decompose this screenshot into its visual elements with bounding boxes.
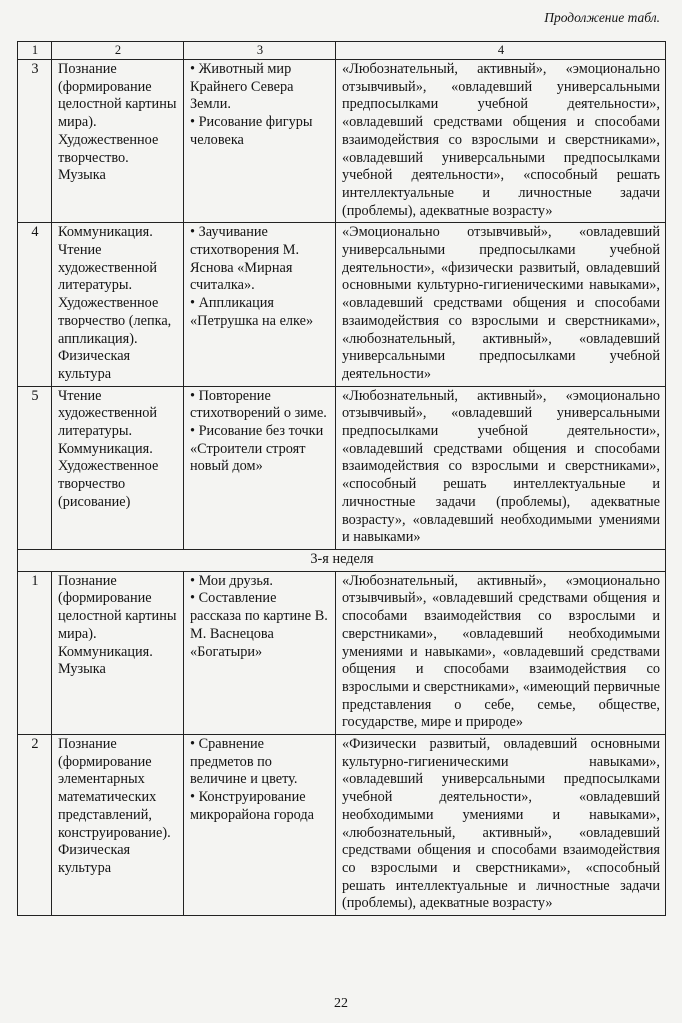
- activities: [184, 386, 336, 549]
- educational-areas: Познание (формирование элементарных математических представлений, конструирование). Физическая культура: [52, 735, 184, 916]
- row-number: 3: [18, 60, 52, 223]
- educational-areas: Коммуникация. Чтение художественной литературы. Художественное творчество (лепка, аппликация). Физическая культура: [52, 223, 184, 386]
- table-row: [18, 571, 666, 734]
- week-heading: 3-я неделя: [18, 549, 666, 571]
- plan-table: [17, 41, 666, 916]
- row-number: 2: [18, 735, 52, 916]
- educational-areas: Чтение художественной литературы. Коммуникация. Художественное творчество (рисование): [52, 386, 184, 549]
- page-number: 22: [334, 996, 348, 1011]
- integrative-qualities: «Любознательный, активный», «эмоционально отзывчивый», «овладевший средствами общения и способами взаимодействия со взрослыми и сверстниками», «овладевший необходимыми умениями и навыками», «овладевший средствами общения и способами взаимодействия со взрослыми и сверстниками», «имеющий первичные представления о себе, семье, обществе, государстве, мире и природе»: [336, 571, 666, 734]
- header-row: [18, 42, 666, 60]
- header-cell-2: 2: [52, 42, 184, 60]
- table-row: [18, 223, 666, 386]
- activity-item: • Животный мир Крайнего Севера Земли.: [190, 61, 294, 113]
- educational-areas: Познание (формирование целостной картины мира). Коммуникация. Музыка: [52, 571, 184, 734]
- row-number: 4: [18, 223, 52, 386]
- activities: [184, 60, 336, 223]
- integrative-qualities: «Любознательный, активный», «эмоционально отзывчивый», «овладевший универсальными предпосылками учебной деятельности», «овладевший средствами общения и способами взаимодействия со взрослыми и сверстниками», «способный решать интеллектуальные и личностные задачи (проблемы), адекватные возрасту», «овладевший необходимыми умениями и навыками»: [336, 386, 666, 549]
- header-cell-3: 3: [184, 42, 336, 60]
- header-cell-1: 1: [18, 42, 52, 60]
- activity-item: • Заучивание стихотворения М. Яснова «Мирная считалка».: [190, 224, 300, 294]
- educational-areas: Познание (формирование целостной картины мира). Художественное творчество. Музыка: [52, 60, 184, 223]
- integrative-qualities: «Эмоционально отзывчивый», «овладевший универсальными предпосылками учебной деятельности», «физически развитый, овладевший основными культурно-гигиеническими навыками», «овладевший средствами общения и способами взаимодействия со взрослыми и сверстниками», «любознательный, активный», «овладевший универсальными предпосылками учебной деятельности»: [336, 223, 666, 386]
- integrative-qualities: «Любознательный, активный», «эмоционально отзывчивый», «овладевший универсальными предпосылками учебной деятельности», «овладевший средствами общения и способами взаимодействия со взрослыми и сверстниками», «овладевший универсальными предпосылками учебной деятельности», «способный решать интеллектуальные и личностные задачи (проблемы), адекватные возрасту»: [336, 60, 666, 223]
- activity-item: • Сравнение предметов по величине и цвету.: [190, 736, 298, 788]
- activity-item: • Рисование без точки «Строители строят новый дом»: [190, 423, 324, 475]
- activity-item: • Мои друзья.: [190, 572, 274, 589]
- row-number: 1: [18, 571, 52, 734]
- row-number: 5: [18, 386, 52, 549]
- table-row: [18, 60, 666, 223]
- header-cell-4: 4: [336, 42, 666, 60]
- continuation-label: Продолжение табл.: [544, 10, 660, 25]
- activities: [184, 223, 336, 386]
- table-row: [18, 386, 666, 549]
- week-heading-row: [18, 549, 666, 571]
- activity-item: • Рисование фигуры человека: [190, 114, 313, 148]
- activities: [184, 735, 336, 916]
- integrative-qualities: «Физически развитый, овладевший основными культурно-гигиеническими навыками», «овладевший универсальными предпосылками учебной деятельности», «овладевший необходимыми умениями и навыками», «любознательный, активный», «овладевший средствами общения и способами взаимодействия со взрослыми и сверстниками», «способный решать интеллектуальные и личностные задачи (проблемы), адекватные возрасту»: [336, 735, 666, 916]
- activity-item: • Аппликация «Петрушка на елке»: [190, 295, 314, 329]
- activities: [184, 571, 336, 734]
- activity-item: • Составление рассказа по картине В. М. Васнецова «Богатыри»: [190, 590, 328, 660]
- activity-item: • Конструирование микрорайона города: [190, 789, 314, 823]
- table-row: [18, 735, 666, 916]
- activity-item: • Повторение стихотворений о зиме.: [190, 387, 327, 422]
